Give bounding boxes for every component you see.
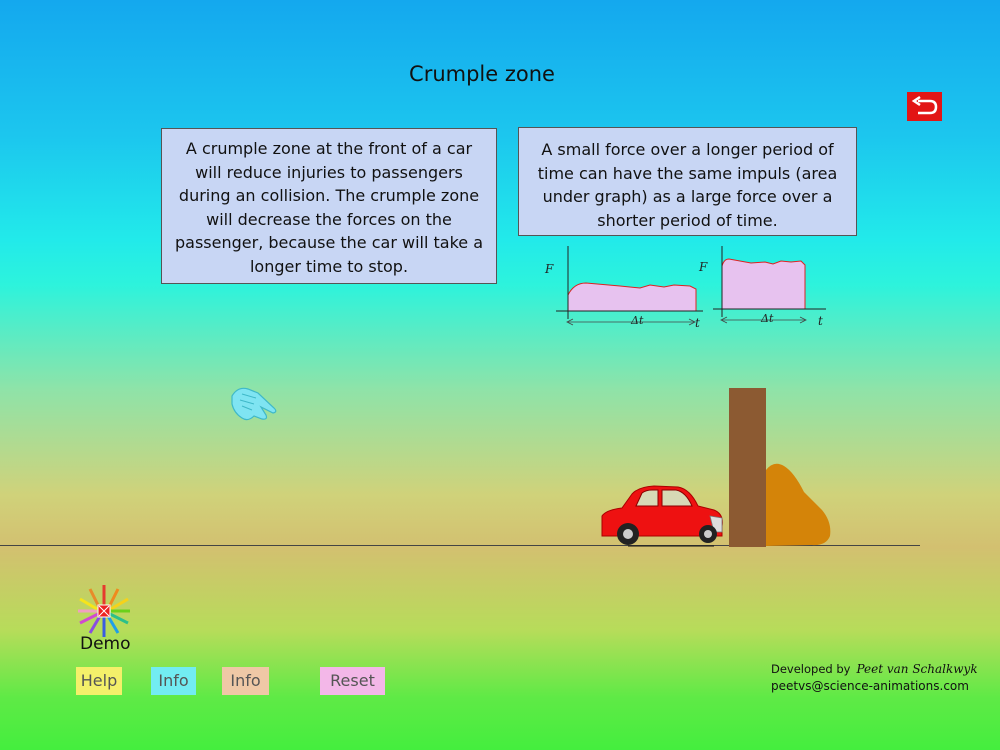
force-time-graph-short xyxy=(695,243,835,333)
info-button-1[interactable]: Info xyxy=(151,667,196,695)
interval-label: Δt xyxy=(761,312,774,325)
graph-area-short xyxy=(722,259,805,309)
crumple-zone-explanation: A crumple zone at the front of a car will reduce injuries to passengers during an collision. The crumple zone will decrease the forces on the passenger, because the car will take a longer time to stop. xyxy=(161,128,497,284)
interval-label: Δt xyxy=(631,314,644,327)
demo-label[interactable]: Demo xyxy=(80,634,131,654)
return-arrow-icon xyxy=(907,92,942,121)
author-name: Peet van Schalkwyk xyxy=(856,662,978,676)
graph-area-long xyxy=(568,283,696,311)
y-axis-label: F xyxy=(545,262,554,276)
x-axis-label: t xyxy=(695,316,700,330)
developer-credit xyxy=(771,662,978,676)
car xyxy=(598,482,726,552)
y-axis-label: F xyxy=(699,260,708,274)
reset-button[interactable]: Reset xyxy=(320,667,385,695)
pointing-hand-icon[interactable] xyxy=(228,382,280,426)
developed-by-label: Developed by xyxy=(771,662,851,676)
help-button[interactable]: Help xyxy=(76,667,122,695)
tree-trunk xyxy=(729,388,766,547)
author-email: peetvs@science-animations.com xyxy=(771,679,969,693)
page-title: Crumple zone xyxy=(409,62,555,86)
demo-spinner-icon[interactable] xyxy=(74,582,134,640)
info-button-2[interactable]: Info xyxy=(222,667,269,695)
impulse-explanation: A small force over a longer period of time can have the same impuls (area under graph) as a large force over a shorter period of time. xyxy=(518,127,857,236)
x-axis-label: t xyxy=(818,314,823,328)
back-button[interactable] xyxy=(907,92,942,121)
force-time-graph-long xyxy=(540,243,710,333)
dirt-pile xyxy=(764,458,836,550)
